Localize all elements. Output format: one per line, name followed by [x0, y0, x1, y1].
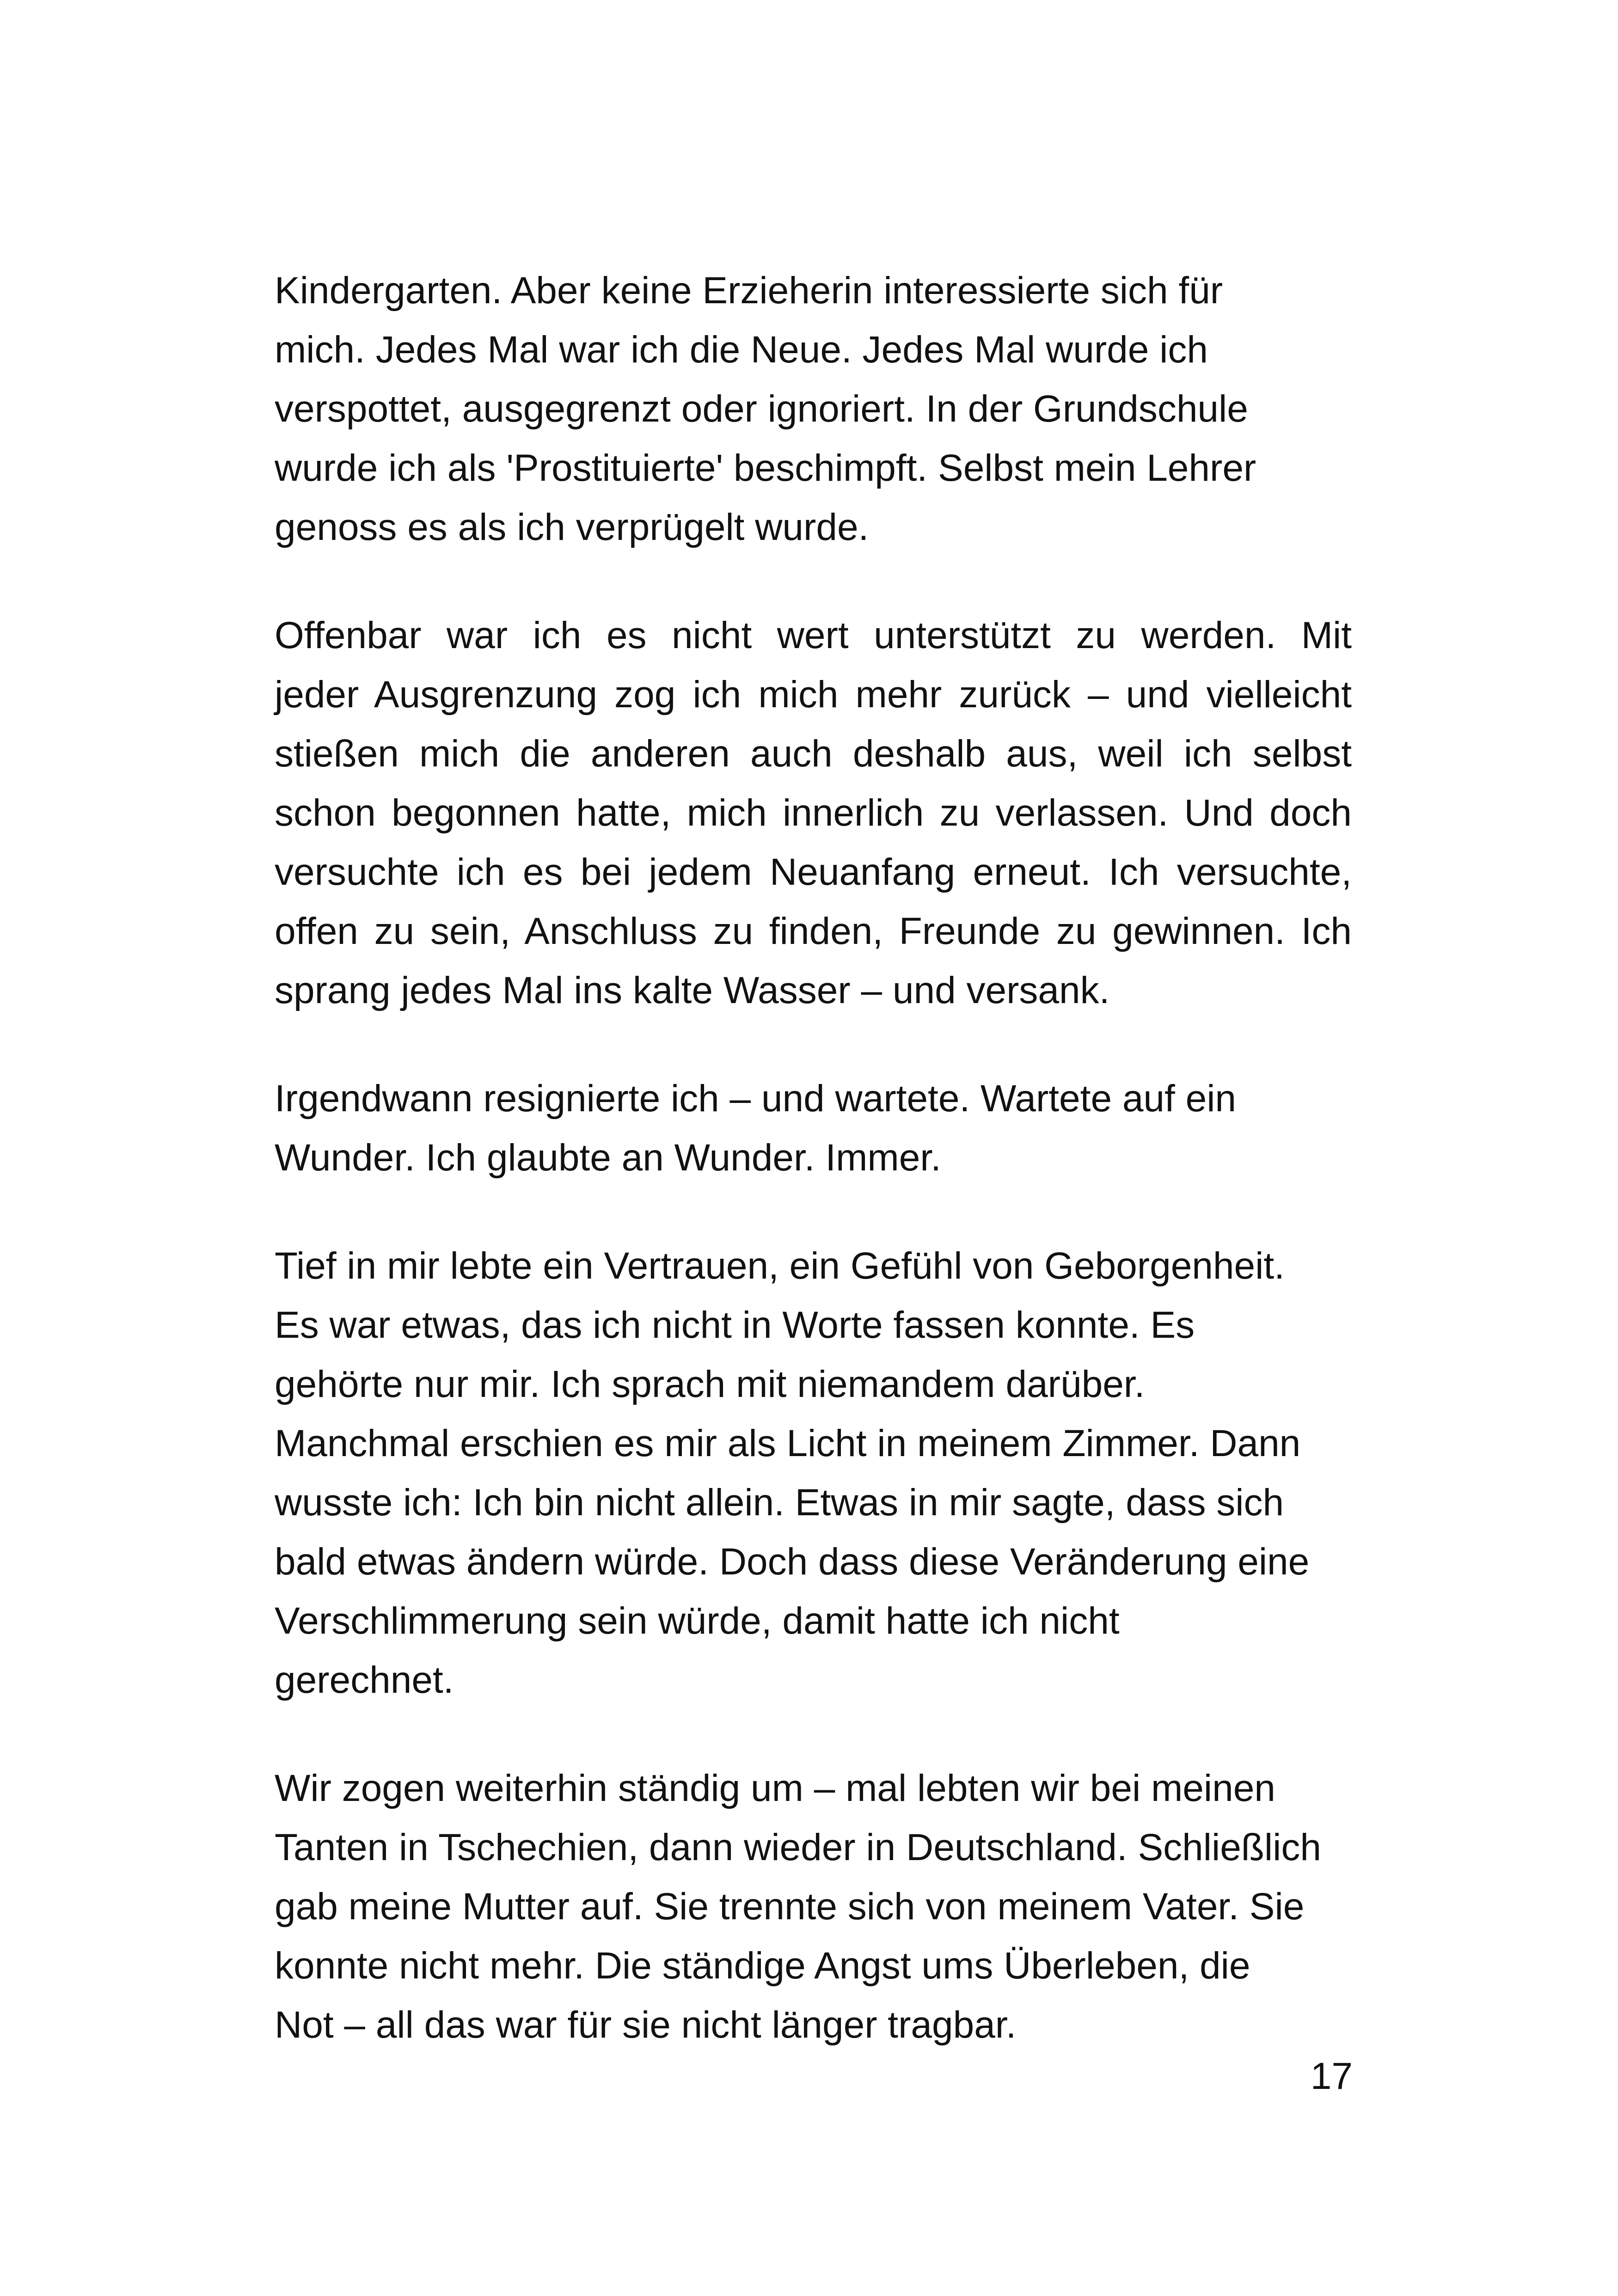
body-text [275, 261, 1352, 2055]
paragraph-2 [275, 606, 1352, 1020]
text-line: gerechnet. [275, 1659, 454, 1701]
text-line: Es war etwas, das ich nicht in Worte fassen konnte. Es [275, 1304, 1195, 1346]
text-line: verspottet, ausgegrenzt oder ignoriert. In der Grundschule [275, 388, 1248, 430]
text-line: sprang jedes Mal ins kalte Wasser – und versank. [275, 969, 1110, 1011]
paragraph-5 [275, 1759, 1352, 2055]
text-line: konnte nicht mehr. Die ständige Angst ums Überleben, die [275, 1945, 1250, 1987]
page-number: 17 [1310, 2055, 1353, 2097]
text-line: versuchte ich es bei jedem Neuanfang erneut. Ich versuchte, [275, 851, 1352, 893]
paragraph-3 [275, 1069, 1352, 1188]
text-line: wurde ich als 'Prostituierte' beschimpft. Selbst mein Lehrer [275, 447, 1256, 489]
text-line: genoss es als ich verprügelt wurde. [275, 506, 869, 548]
text-line: gehörte nur mir. Ich sprach mit niemandem darüber. [275, 1363, 1145, 1405]
text-line: Tief in mir lebte ein Vertrauen, ein Gefühl von Geborgenheit. [275, 1245, 1285, 1287]
text-line: offen zu sein, Anschluss zu finden, Freunde zu gewinnen. Ich [275, 910, 1352, 952]
text-line: Wunder. Ich glaubte an Wunder. Immer. [275, 1137, 941, 1179]
text-line: Tanten in Tschechien, dann wieder in Deutschland. Schließlich [275, 1826, 1321, 1868]
text-line: bald etwas ändern würde. Doch dass diese Veränderung eine [275, 1541, 1310, 1583]
text-line: Not – all das war für sie nicht länger tragbar. [275, 2004, 1017, 2046]
text-line: Offenbar war ich es nicht wert unterstützt zu werden. Mit [275, 614, 1352, 656]
text-line: stießen mich die anderen auch deshalb aus, weil ich selbst [275, 733, 1352, 775]
text-line: mich. Jedes Mal war ich die Neue. Jedes Mal wurde ich [275, 329, 1208, 371]
text-line: Kindergarten. Aber keine Erzieherin interessierte sich für [275, 269, 1223, 312]
text-line: wusste ich: Ich bin nicht allein. Etwas in mir sagte, dass sich [275, 1482, 1284, 1524]
text-line: Verschlimmerung sein würde, damit hatte ich nicht [275, 1600, 1120, 1642]
paragraph-4 [275, 1237, 1352, 1710]
text-line: jeder Ausgrenzung zog ich mich mehr zurück – und vielleicht [275, 673, 1352, 716]
text-line: gab meine Mutter auf. Sie trennte sich von meinem Vater. Sie [275, 1886, 1305, 1928]
text-line: Wir zogen weiterhin ständig um – mal lebten wir bei meinen [275, 1767, 1275, 1809]
text-line: Manchmal erschien es mir als Licht in meinem Zimmer. Dann [275, 1422, 1301, 1464]
text-line: schon begonnen hatte, mich innerlich zu verlassen. Und doch [275, 792, 1352, 834]
text-line: Irgendwann resignierte ich – und wartete. Wartete auf ein [275, 1078, 1237, 1120]
paragraph-1 [275, 261, 1352, 557]
